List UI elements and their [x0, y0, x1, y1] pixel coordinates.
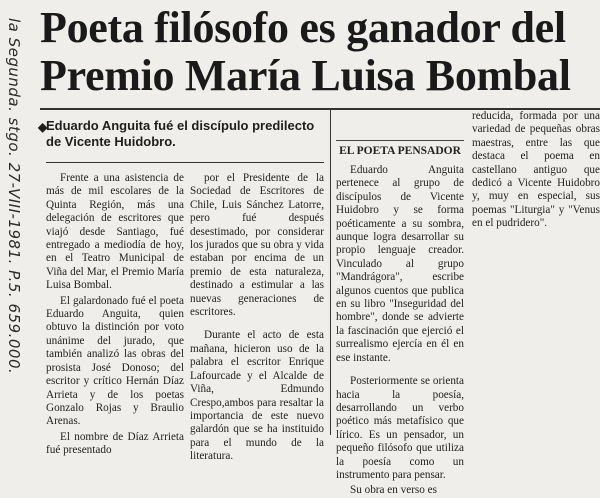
paragraph: Su obra en verso es	[350, 484, 437, 497]
paragraph: Eduardo Anguita pertenece al grupo de discípulos de Vicente Huidobro y se forma poéticamente a su sombra, aunque logra desarrollar su propio lenguaje creador. Vinculado al grupo "Mandrágora", escribe algunos cuentos que publica en su libro "Inseguridad del hombre", donde se advierte la fascinación que ejerció el surrealismo ejercía en él en ese instante.	[336, 164, 464, 364]
section-title: EL POETA PENSADOR	[336, 140, 464, 158]
margin-note-text: la Segunda. stgo. 27-VIII-1981. P.5. 659.000.	[5, 18, 23, 375]
paragraph: El nombre de Díaz Arrieta fué presentado	[46, 430, 184, 457]
paragraph: Durante el acto de esta mañana, hicieron uso de la palabra el escritor Enrique Lafourcade y el Alcalde de Viña, Edmundo Crespo,ambos para resaltar la importancia de este nuevo galardón que se ha instituido para el mundo de la literatura.	[190, 329, 324, 463]
subheadline-text: Eduardo Anguita fué el discípulo predilecto de Vicente Huidobro.	[46, 118, 315, 149]
paragraph: por el Presidente de la Sociedad de Escritores de Chile, Luis Sánchez Latorre, pero fué después desestimado, por considerar los jurados que su obra y vida estaban por encima de un premio de esta naturaleza, destinado a estimular a las nuevas generaciones de escritores.	[190, 172, 324, 319]
article-column-2	[190, 172, 324, 464]
handwritten-margin-note	[2, 18, 28, 428]
column-divider	[330, 110, 331, 435]
article-column-3	[336, 140, 464, 498]
paragraph: El galardonado fué el poeta Eduardo Anguita, quien obtuvo la distinción por voto unánime del jurado, que también analizó las obras del prosista José Donoso; del escritor y crítico Hernán Díaz Arrieta y de los poetas Gonzalo Rojas y Braulio Arenas.	[46, 294, 184, 428]
headline-line-1: Poeta filósofo es ganador del	[40, 3, 566, 52]
paragraph: Posteriormente se orienta hacia la poesía, desarrollando un verbo poético más metafísico que lírico. Es un pensador, un pequeño filósofo que utiliza la poesía como un instrumento para pensar.	[336, 375, 464, 481]
paragraph: Frente a una asistencia de más de mil escolares de la Quinta Región, más una delegación de escritores que viajó desde Santiago, fué entregado a mediodía de hoy, en el Teatro Municipal de Viña del Mar, el Premio María Luisa Bombal.	[46, 172, 184, 292]
headline	[40, 4, 600, 100]
subheadline	[38, 118, 326, 150]
article-column-4	[472, 110, 600, 231]
article-column-1	[46, 172, 184, 458]
headline-line-2: Premio María Luisa Bombal	[40, 51, 571, 100]
paragraph: reducida, formada por una variedad de pequeñas obras maestras, entre las que destaca el poema en castellano antiguo que dedicó a Vicente Huidobro y, muy en especial, sus poemas "Liturgia" y "Venus en el pudridero".	[472, 110, 600, 230]
subheadline-rule	[46, 162, 324, 163]
diamond-bullet-icon: ◆	[38, 120, 48, 134]
